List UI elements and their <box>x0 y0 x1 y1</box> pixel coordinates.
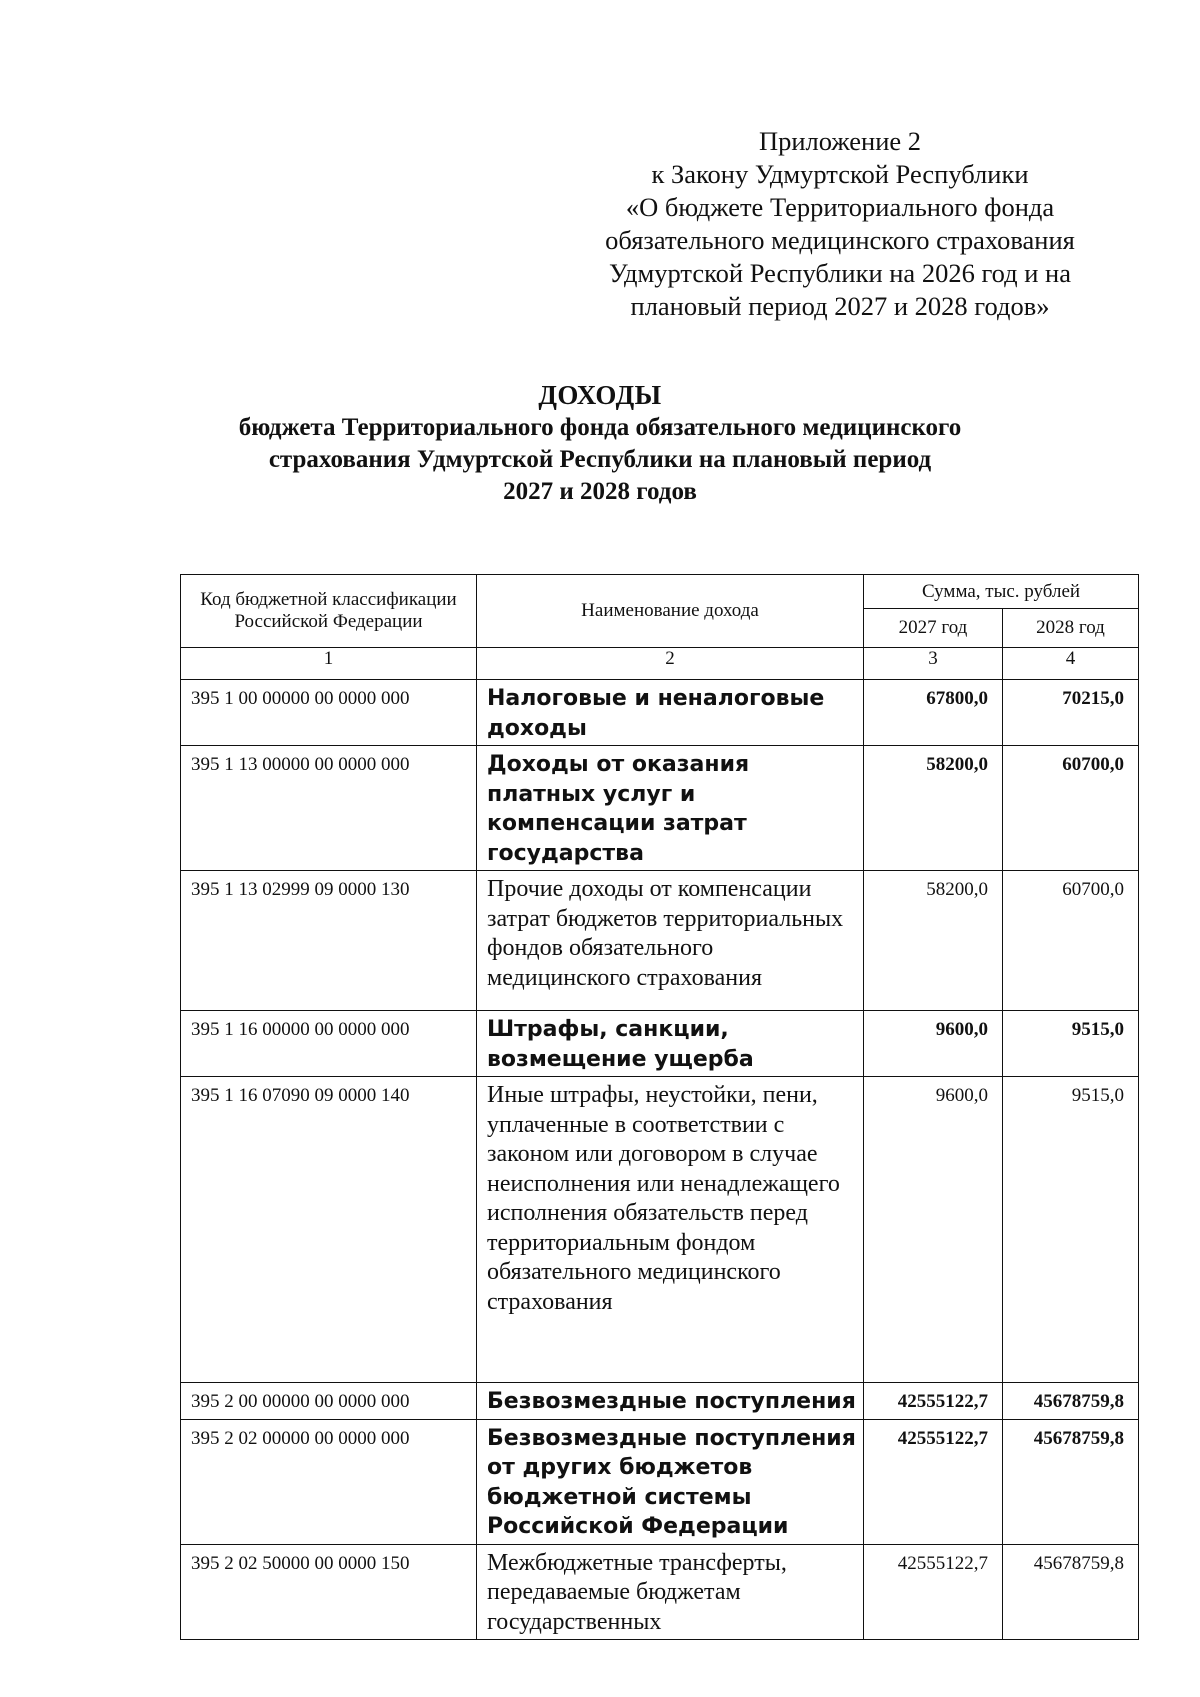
column-number: 2 <box>477 648 864 680</box>
income-table <box>180 574 1139 1640</box>
appendix-line: «О бюджете Территориального фонда <box>625 192 1055 222</box>
document-heading <box>180 378 1020 508</box>
row-code: 395 2 02 00000 00 0000 000 <box>181 1419 477 1544</box>
row-code: 395 2 02 50000 00 0000 150 <box>181 1544 477 1640</box>
row-code: 395 1 16 00000 00 0000 000 <box>181 1011 477 1077</box>
row-value-2028: 9515,0 <box>1003 1077 1139 1383</box>
row-value-2027: 42555122,7 <box>864 1383 1003 1420</box>
row-value-2027: 67800,0 <box>864 680 1003 746</box>
row-value-2028: 60700,0 <box>1003 871 1139 1011</box>
table-row <box>181 871 1139 1011</box>
table-row <box>181 1011 1139 1077</box>
header-code: Код бюджетной классификации Российской Федерации <box>181 575 477 648</box>
row-code: 395 1 13 02999 09 0000 130 <box>181 871 477 1011</box>
table-row <box>181 1419 1139 1544</box>
row-value-2028: 60700,0 <box>1003 746 1139 871</box>
row-value-2028: 45678759,8 <box>1003 1544 1139 1640</box>
table-row <box>181 1544 1139 1640</box>
row-name: Прочие доходы от компенсации затрат бюджетов территориальных фондов обязательного медицинского страхования <box>477 871 864 1011</box>
appendix-line: Удмуртской Республики на 2026 год и на <box>608 258 1072 288</box>
row-name: Налоговые и неналоговые доходы <box>477 680 864 746</box>
row-value-2027: 9600,0 <box>864 1077 1003 1383</box>
table-row <box>181 1077 1139 1383</box>
header-sum: Сумма, тыс. рублей <box>864 575 1139 609</box>
appendix-line: плановый период 2027 и 2028 годов» <box>630 291 1050 321</box>
appendix-line: к Закону Удмуртской Республики <box>651 159 1029 189</box>
column-numbers-row <box>181 648 1139 680</box>
row-value-2028: 45678759,8 <box>1003 1419 1139 1544</box>
row-name: Штрафы, санкции, возмещение ущерба <box>477 1011 864 1077</box>
row-value-2028: 45678759,8 <box>1003 1383 1139 1420</box>
row-code: 395 1 16 07090 09 0000 140 <box>181 1077 477 1383</box>
header-year-2028: 2028 год <box>1003 609 1139 648</box>
document-title: ДОХОДЫ <box>538 380 662 410</box>
table-row <box>181 746 1139 871</box>
appendix-line: обязательного медицинского страхования <box>605 225 1075 255</box>
row-name: Безвозмездные поступления от других бюджетов бюджетной системы Российской Федерации <box>477 1419 864 1544</box>
document-subtitle-line: 2027 и 2028 годов <box>503 478 697 505</box>
row-value-2027: 42555122,7 <box>864 1544 1003 1640</box>
column-number: 4 <box>1003 648 1139 680</box>
row-name: Межбюджетные трансферты, передаваемые бюджетам государственных <box>477 1544 864 1640</box>
header-row <box>181 575 1139 609</box>
row-value-2027: 9600,0 <box>864 1011 1003 1077</box>
row-value-2027: 58200,0 <box>864 746 1003 871</box>
appendix-block <box>560 125 1120 323</box>
column-number: 3 <box>864 648 1003 680</box>
column-number: 1 <box>181 648 477 680</box>
row-value-2028: 70215,0 <box>1003 680 1139 746</box>
row-code: 395 1 13 00000 00 0000 000 <box>181 746 477 871</box>
row-name: Иные штрафы, неустойки, пени, уплаченные в соответствии с законом или договором в случае неисполнения или ненадлежащего исполнения обязательств перед территориальным фондом обязательного медицинского страхования <box>477 1077 864 1383</box>
row-value-2028: 9515,0 <box>1003 1011 1139 1077</box>
table-row <box>181 680 1139 746</box>
row-value-2027: 42555122,7 <box>864 1419 1003 1544</box>
row-name: Доходы от оказания платных услуг и компенсации затрат государства <box>477 746 864 871</box>
row-code: 395 2 00 00000 00 0000 000 <box>181 1383 477 1420</box>
document-subtitle-line: страхования Удмуртской Республики на плановый период <box>268 446 932 473</box>
row-code: 395 1 00 00000 00 0000 000 <box>181 680 477 746</box>
header-name: Наименование дохода <box>477 575 864 648</box>
row-name: Безвозмездные поступления <box>477 1383 864 1420</box>
document-subtitle-line: бюджета Территориального фонда обязательного медицинского <box>238 414 962 441</box>
table-row <box>181 1383 1139 1420</box>
appendix-line: Приложение 2 <box>758 126 922 156</box>
row-value-2027: 58200,0 <box>864 871 1003 1011</box>
header-year-2027: 2027 год <box>864 609 1003 648</box>
